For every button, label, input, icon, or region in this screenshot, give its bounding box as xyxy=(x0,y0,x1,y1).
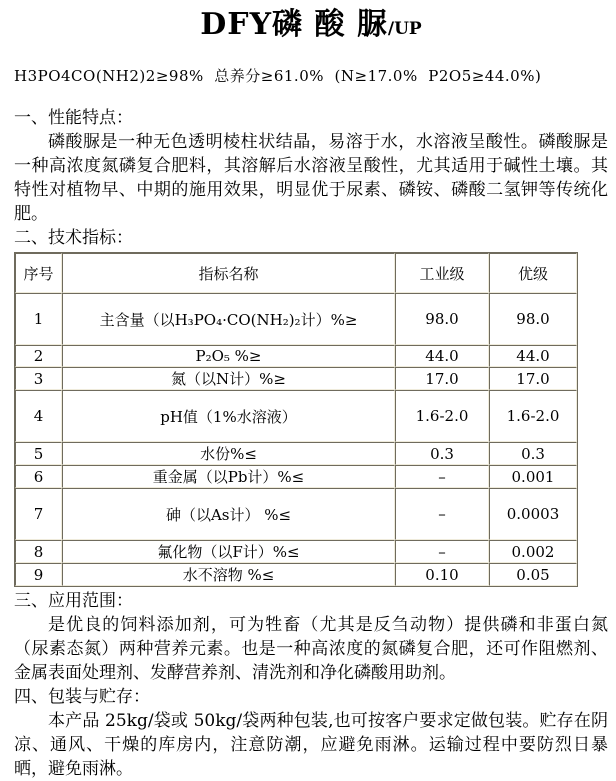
page-title-main: DFY磷 酸 脲 xyxy=(200,7,388,42)
section-heading-performance: 一、性能特点： xyxy=(14,108,133,128)
column-header-index: 序号 xyxy=(15,253,62,293)
row-number: 4 xyxy=(15,390,62,442)
column-header-premium-grade: 优级 xyxy=(489,253,577,293)
table-row xyxy=(15,390,577,442)
row-number: 9 xyxy=(15,563,62,586)
indicator-name: 砷（以As计） %≤ xyxy=(62,488,395,540)
section-body-application: 是优良的饲料添加剂，可为牲畜（尤其是反刍动物）提供磷和非蛋白氮（尿素态氮）两种营养元素。也是一种高浓度的氮磷复合肥，还可作阻燃剂、金属表面处理剂、发酵营养剂、清洗剂和净化磷酸用助剂。 xyxy=(14,615,608,683)
indicator-name: 水不溶物 %≤ xyxy=(62,563,395,586)
premium-grade-value: 44.0 xyxy=(489,345,577,367)
row-number: 2 xyxy=(15,345,62,367)
section-body-packaging: 本产品 25kg/袋或 50kg/袋两种包装,也可按客户要求定做包装。贮存在阴凉、通风、干燥的库房内，注意防潮，应避免雨淋。运输过程中要防烈日暴晒，避免雨淋。 xyxy=(14,711,608,779)
premium-grade-value: 0.001 xyxy=(489,465,577,488)
section-heading-application: 三、应用范围： xyxy=(14,591,133,611)
page-title xyxy=(14,6,608,48)
indicator-name: 氮（以N计）%≥ xyxy=(62,367,395,390)
table-row xyxy=(15,442,577,465)
table-row xyxy=(15,367,577,390)
industrial-grade-value: 1.6-2.0 xyxy=(395,390,489,442)
industrial-grade-value: 17.0 xyxy=(395,367,489,390)
premium-grade-value: 0.002 xyxy=(489,540,577,563)
indicator-name: 水份%≤ xyxy=(62,442,395,465)
premium-grade-value: 0.3 xyxy=(489,442,577,465)
table-row xyxy=(15,540,577,563)
row-number: 7 xyxy=(15,488,62,540)
section-heading-technical: 二、技术指标： xyxy=(14,228,133,248)
premium-grade-value: 98.0 xyxy=(489,293,577,345)
indicator-name: 氟化物（以F计）%≤ xyxy=(62,540,395,563)
table-header-row xyxy=(15,253,577,293)
row-number: 8 xyxy=(15,540,62,563)
industrial-grade-value: 98.0 xyxy=(395,293,489,345)
row-number: 3 xyxy=(15,367,62,390)
premium-grade-value: 0.0003 xyxy=(489,488,577,540)
table-row xyxy=(15,465,577,488)
table-row xyxy=(15,345,577,367)
indicator-name: 主含量（以H₃PO₄·CO(NH₂)₂计）%≥ xyxy=(62,293,395,345)
table-head xyxy=(15,253,577,293)
row-number: 6 xyxy=(15,465,62,488)
industrial-grade-value: – xyxy=(395,488,489,540)
industrial-grade-value: 0.3 xyxy=(395,442,489,465)
indicator-name: P₂O₅ %≥ xyxy=(62,345,395,367)
indicator-name: 重金属（以Pb计）%≤ xyxy=(62,465,395,488)
table-row xyxy=(15,293,577,345)
indicator-name: pH值（1%水溶液） xyxy=(62,390,395,442)
spec-table-body xyxy=(15,293,577,586)
page-title-suffix: /UP xyxy=(387,19,422,39)
industrial-grade-value: 44.0 xyxy=(395,345,489,367)
chemical-spec-line: H3PO4CO(NH2)2≥98% 总养分≥61.0% (N≥17.0% P2O5≥44.0%) xyxy=(14,67,542,85)
industrial-grade-value: 0.10 xyxy=(395,563,489,586)
table-row xyxy=(15,488,577,540)
premium-grade-value: 0.05 xyxy=(489,563,577,586)
industrial-grade-value: – xyxy=(395,540,489,563)
table-row xyxy=(15,563,577,586)
row-number: 1 xyxy=(15,293,62,345)
premium-grade-value: 17.0 xyxy=(489,367,577,390)
premium-grade-value: 1.6-2.0 xyxy=(489,390,577,442)
column-header-industrial-grade: 工业级 xyxy=(395,253,489,293)
row-number: 5 xyxy=(15,442,62,465)
column-header-indicator-name: 指标名称 xyxy=(62,253,395,293)
industrial-grade-value: – xyxy=(395,465,489,488)
section-body-performance: 磷酸脲是一种无色透明棱柱状结晶，易溶于水，水溶液呈酸性。磷酸脲是一种高浓度氮磷复合肥料，其溶解后水溶液呈酸性，尤其适用于碱性土壤。其特性对植物早、中期的施用效果，明显优于尿素、磷铵、磷酸二氢钾等传统化肥。 xyxy=(14,132,608,224)
technical-indicators-table xyxy=(14,252,578,587)
section-heading-packaging: 四、包装与贮存： xyxy=(14,687,150,707)
